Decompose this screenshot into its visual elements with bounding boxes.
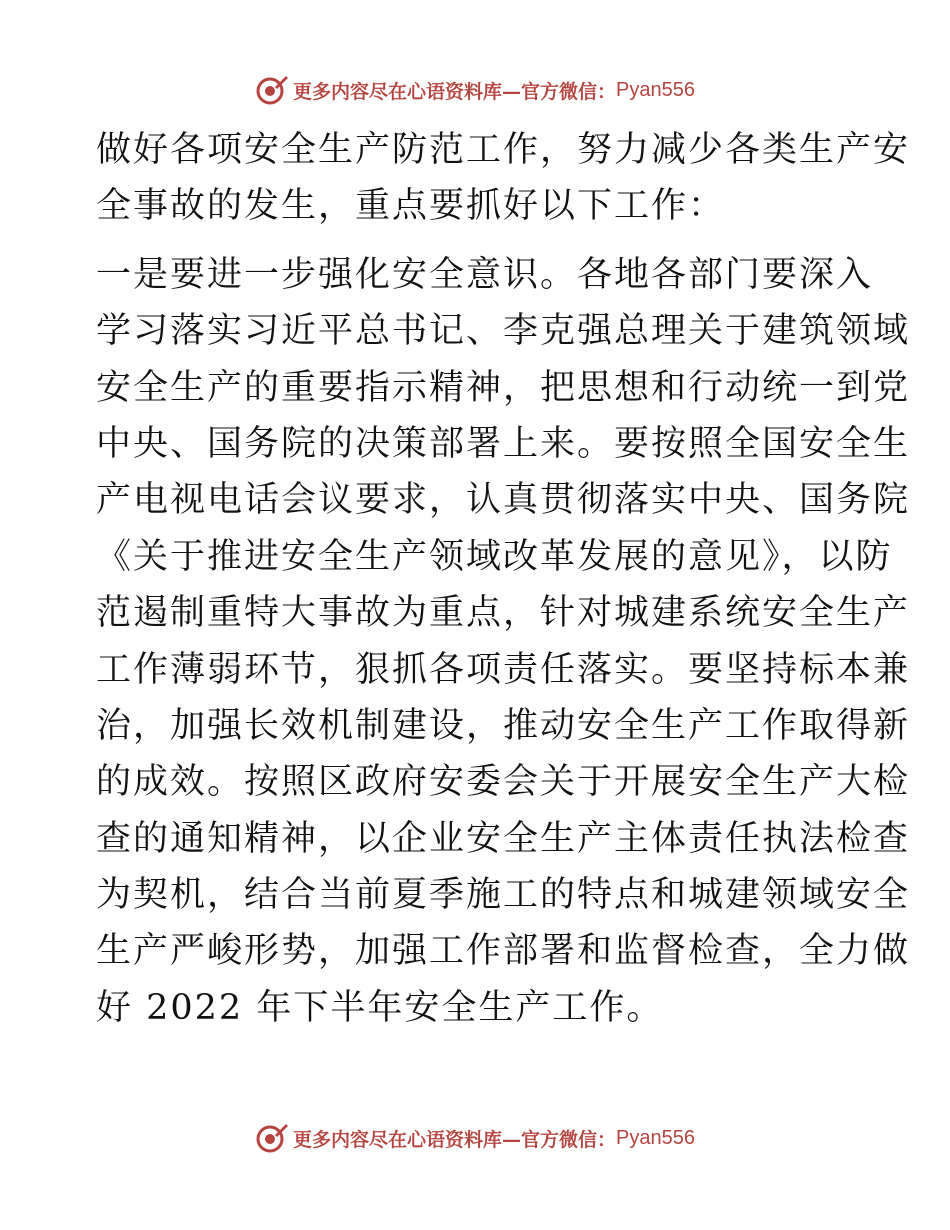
header-banner-id: Pyan556	[616, 78, 695, 101]
paragraph-2	[96, 247, 911, 1036]
header-banner	[0, 70, 950, 110]
footer-banner-id: Pyan556	[616, 1126, 695, 1149]
pen-logo-icon	[255, 1121, 289, 1155]
pen-logo-icon	[255, 73, 289, 107]
text-line: 《关于推进安全生产领域改革发展的意见》，以防	[96, 536, 893, 577]
header-banner-text: 更多内容尽在心语资料库—官方微信：	[293, 80, 617, 103]
text-line: 为契机，结合当前夏季施工的特点和城建领域安全	[96, 875, 911, 916]
text-line: 治，加强长效机制建设，推动安全生产工作取得新	[96, 705, 911, 746]
text-line: 的成效。按照区政府安委会关于开展安全生产大检	[96, 762, 911, 803]
text-line: 学习落实习近平总书记、李克强总理关于建筑领域	[96, 311, 911, 352]
text-line: 工作薄弱环节，狠抓各项责任落实。要坚持标本兼	[96, 649, 911, 690]
text-line: 一是要进一步强化安全意识。各地各部门要深入	[96, 254, 874, 295]
footer-banner	[0, 1118, 950, 1158]
paragraph-1	[96, 122, 911, 235]
document-body	[96, 122, 911, 1036]
text-line: 全事故的发生，重点要抓好以下工作：	[96, 186, 726, 227]
text-line: 生产严峻形势，加强工作部署和监督检查，全力做	[96, 931, 911, 972]
text-line: 查的通知精神，以企业安全生产主体责任执法检查	[96, 818, 911, 859]
text-line: 范遏制重特大事故为重点，针对城建系统安全生产	[96, 593, 911, 634]
text-line: 中央、国务院的决策部署上来。要按照全国安全生	[96, 423, 911, 464]
footer-banner-text: 更多内容尽在心语资料库—官方微信：	[293, 1128, 617, 1151]
text-line: 产电视电话会议要求，认真贯彻落实中央、国务院	[96, 480, 911, 521]
text-line: 好 2022 年下半年安全生产工作。	[96, 987, 664, 1028]
text-line: 做好各项安全生产防范工作，努力减少各类生产安	[96, 130, 911, 170]
text-line: 安全生产的重要指示精神，把思想和行动统一到党	[96, 367, 911, 408]
